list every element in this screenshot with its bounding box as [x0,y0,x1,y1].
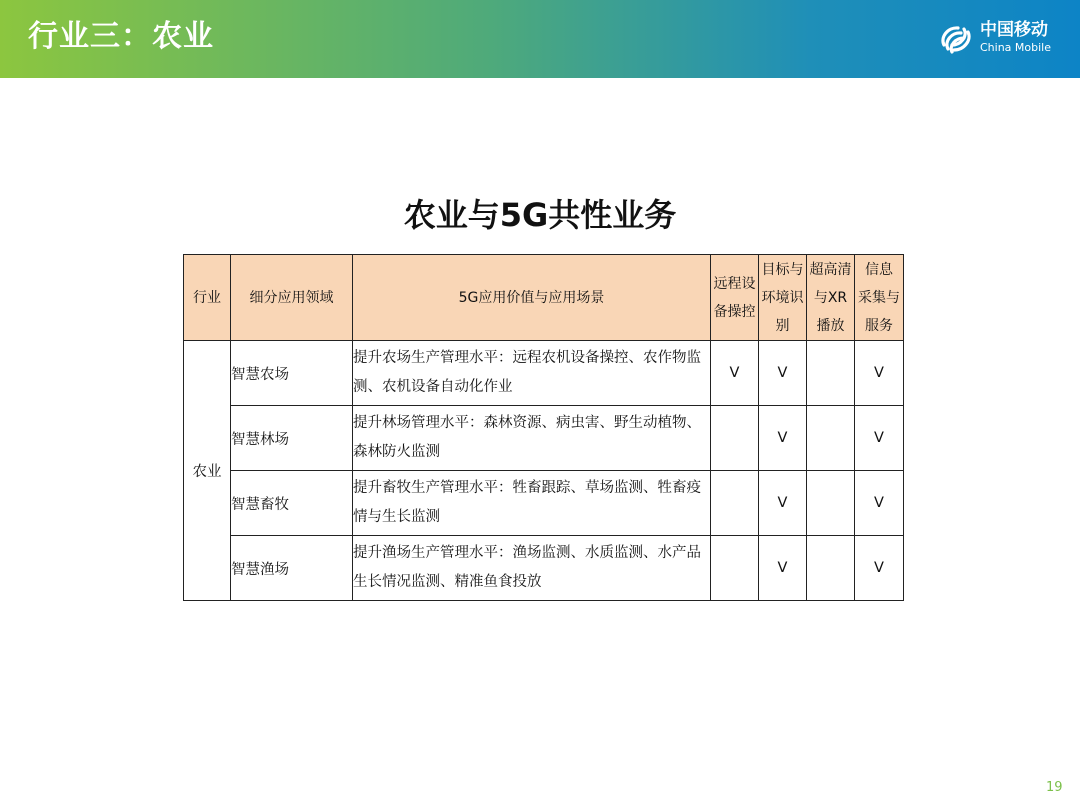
header-target-recognition: 目标与 环境识 别 [759,255,807,341]
mark-cell: V [855,471,904,536]
mark-cell: V [759,536,807,601]
field-cell: 智慧畜牧 [231,471,353,536]
mark-cell [711,536,759,601]
desc-cell: 提升林场管理水平：森林资源、病虫害、野生动植物、 森林防火监测 [353,406,711,471]
header-uhd-xr: 超高清 与XR 播放 [807,255,855,341]
table-header-row [184,255,904,341]
mark-cell [711,406,759,471]
mark-cell [807,471,855,536]
slide-title: 行业三：农业 [28,19,214,54]
field-cell: 智慧林场 [231,406,353,471]
mark-cell: V [759,341,807,406]
china-mobile-logo-icon [936,19,976,59]
desc-cell: 提升渔场生产管理水平：渔场监测、水质监测、水产品 生长情况监测、精准鱼食投放 [353,536,711,601]
table-row [184,536,904,601]
mark-cell: V [855,341,904,406]
mark-cell [807,406,855,471]
field-cell: 智慧渔场 [231,536,353,601]
mark-cell [807,341,855,406]
table-title: 农业与5G共性业务 [403,196,677,234]
mark-cell: V [855,536,904,601]
mark-cell: V [759,406,807,471]
logo-chinese-text: 中国移动 [980,20,1048,40]
table-row [184,471,904,536]
header-industry: 行业 [184,255,231,341]
china-mobile-logo [936,19,1066,61]
mark-cell: V [711,341,759,406]
header-info-collection: 信息 采集与 服务 [855,255,904,341]
desc-cell: 提升畜牧生产管理水平：牲畜跟踪、草场监测、牲畜疫 情与生长监测 [353,471,711,536]
mark-cell: V [759,471,807,536]
field-cell: 智慧农场 [231,341,353,406]
desc-cell: 提升农场生产管理水平：远程农机设备操控、农作物监 测、农机设备自动化作业 [353,341,711,406]
page-number: 19 [1046,780,1063,795]
industry-cell: 农业 [184,341,231,601]
service-table [183,254,904,601]
header-remote-control: 远程设 备操控 [711,255,759,341]
table-row [184,406,904,471]
table-row [184,341,904,406]
mark-cell [711,471,759,536]
header-bar [0,0,1080,78]
mark-cell: V [855,406,904,471]
header-value: 5G应用价值与应用场景 [353,255,711,341]
mark-cell [807,536,855,601]
header-field: 细分应用领域 [231,255,353,341]
logo-english-text: China Mobile [980,41,1052,54]
